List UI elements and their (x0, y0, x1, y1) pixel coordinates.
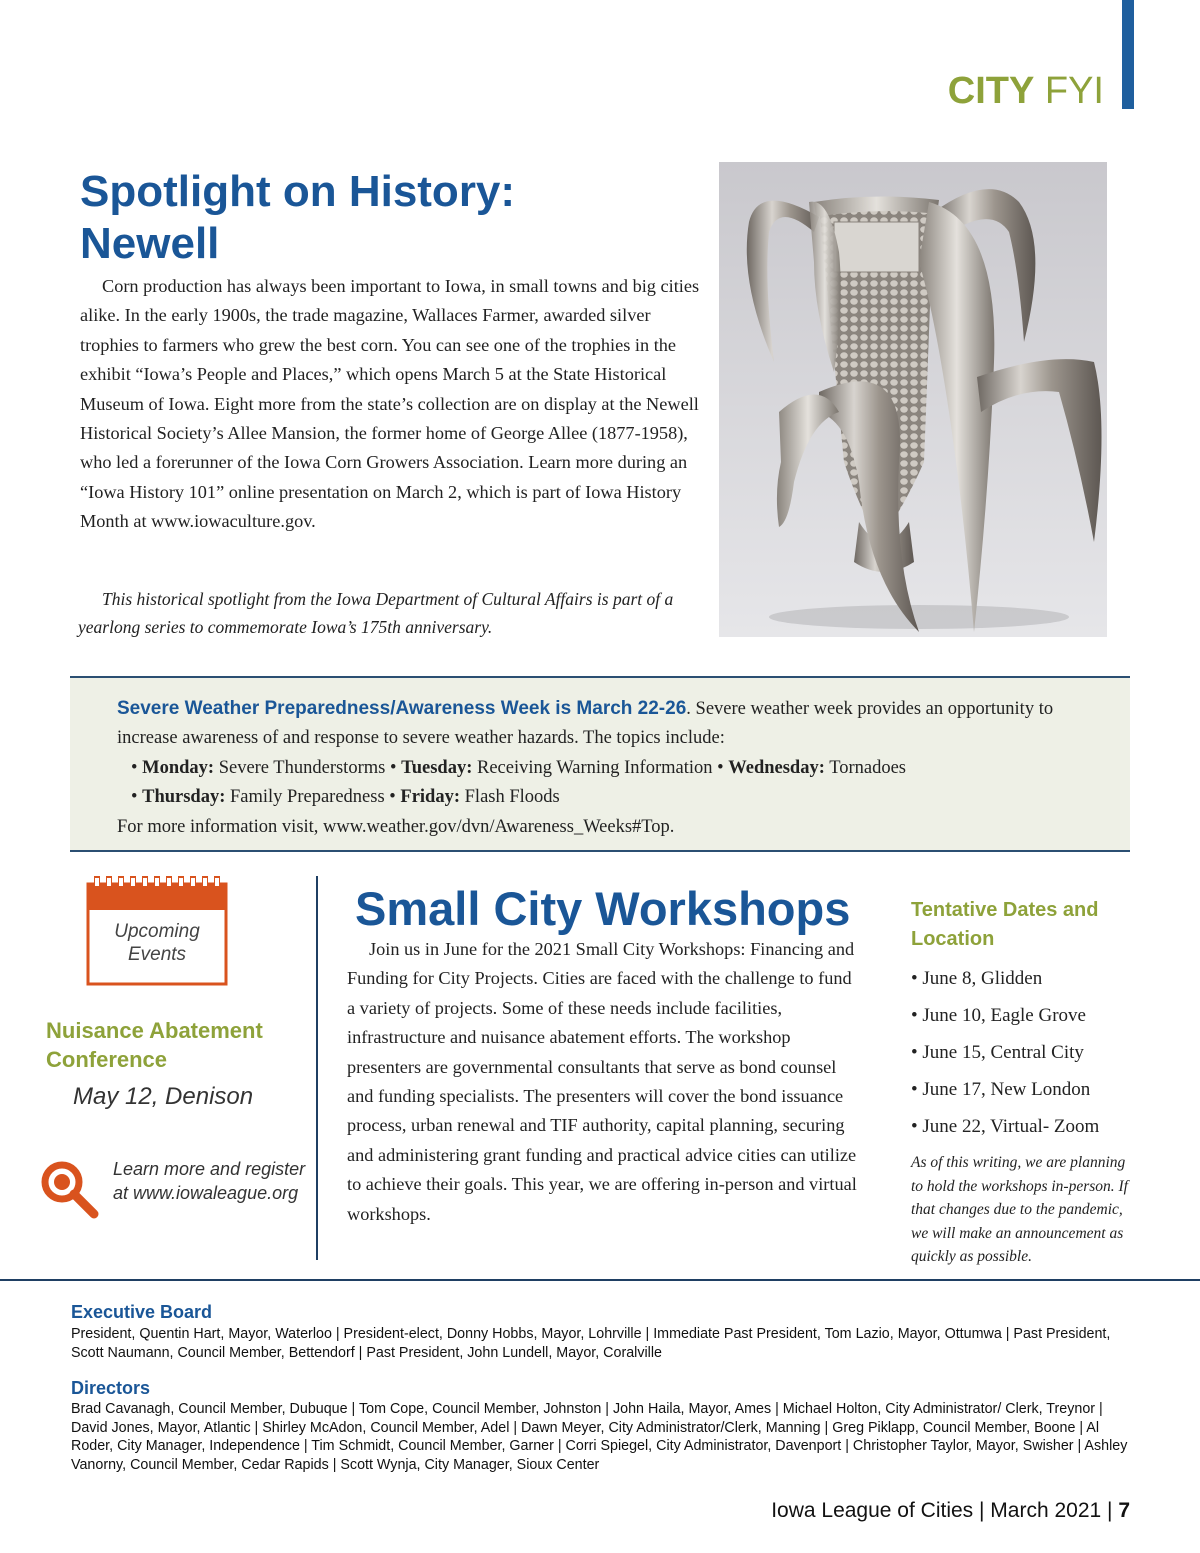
weather-topics-line-1: • Monday: Severe Thunderstorms • Tuesday: Receiving Warning Information • Wednesday: Tornadoes (131, 757, 906, 778)
topic-day: Thursday: (142, 787, 226, 808)
weather-more-info: For more information visit, www.weather.gov/dvn/Awareness_Weeks#Top. (117, 816, 675, 837)
weather-callout-text (117, 694, 1107, 842)
topic-day: Friday: (400, 787, 461, 808)
search-icon (38, 1160, 100, 1220)
exec-board-heading: Executive Board (71, 1302, 213, 1322)
spotlight-note-text: This historical spotlight from the Iowa Department of Cultural Affairs is part of a yearlong series to commemorate Iowa’s 175th anniversary. (78, 589, 674, 637)
spotlight-body (80, 272, 700, 537)
calendar-label-line: Upcoming (114, 921, 200, 942)
exec-board-text: President, Quentin Hart, Mayor, Waterloo | President-elect, Donny Hobbs, Mayor, Lohrville | Immediate Past President, Tom Lazio, Mayor, Ottumwa | Past President, Scott Naumann, Council Member, Bettendorf | Past President, John Lundell, Mayor, Coralville (71, 1326, 1111, 1361)
date-item: • June 22, Virtual- Zoom (911, 1116, 1100, 1137)
header-bold: CITY (947, 70, 1035, 112)
page-number: 7 (1118, 1499, 1130, 1522)
dates-list (911, 960, 1151, 1145)
workshops-body (347, 935, 859, 1229)
event-date: May 12, Denison (73, 1083, 254, 1110)
section-header (948, 70, 1104, 113)
date-item: • June 17, New London (911, 1079, 1091, 1100)
weather-intro-line (117, 694, 1107, 754)
header-accent-bar (1122, 0, 1134, 109)
spotlight-paragraph: Corn production has always been important to Iowa, in small towns and big cities alike. In the early 1900s, the trade magazine, Wallaces Farmer, awarded silver trophies to farmers who grew the best corn. You can see one of the trophies in the exhibit “Iowa’s People and Places,” which opens March 5 at the State Historical Museum of Iowa. Eight more from the state’s collection are on display at the Newell Historical Society’s Allee Mansion, the former home of George Allee (1877-1958), who led a forerunner of the Iowa Corn Growers Association. Learn more during an “Iowa History 101” online presentation on March 2, which is part of Iowa History Month at www.iowaculture.gov. (80, 276, 700, 532)
spotlight-title: Spotlight on History: Newell (80, 167, 516, 268)
date-item: • June 8, Glidden (911, 968, 1043, 989)
dates-note: As of this writing, we are planning to hold the workshops in-person. If that changes due to the pandemic, we will make an announcement as quickly as possible. (911, 1154, 1128, 1265)
date-item: • June 15, Central City (911, 1042, 1084, 1063)
date-item: • June 10, Eagle Grove (911, 1005, 1086, 1026)
calendar-label-line: Events (127, 944, 187, 965)
corn-trophy-photo (719, 162, 1107, 637)
weather-intro: . Severe weather week provides an opportunity to increase awareness of and response to severe weather hazards. The topics include: (117, 699, 1054, 749)
weather-topics-line-2: • Thursday: Family Preparedness • Friday: Flash Floods (131, 787, 560, 808)
topic-day: Monday: (142, 757, 215, 778)
header-light: FYI (1044, 70, 1104, 112)
topic-name: Flash Floods (464, 787, 560, 808)
footer-divider (0, 1279, 1200, 1281)
topic-name: Receiving Warning Information (476, 757, 713, 778)
publication-info: Iowa League of Cities | March 2021 | (771, 1499, 1119, 1522)
page-footer (771, 1499, 1130, 1523)
directors-heading: Directors (71, 1378, 151, 1398)
learn-more-link[interactable]: Learn more and register at www.iowaleague.org (113, 1159, 306, 1203)
topic-day: Tuesday: (401, 757, 473, 778)
topic-name: Severe Thunderstorms (218, 757, 386, 778)
column-divider (316, 876, 318, 1260)
event-title: Nuisance Abatement Conference (46, 1018, 263, 1072)
topic-name: Family Preparedness (230, 787, 385, 808)
dates-title: Tentative Dates and Location (911, 899, 1099, 950)
spotlight-note (78, 585, 700, 641)
directors-text: Brad Cavanagh, Council Member, Dubuque | Tom Cope, Council Member, Johnston | John Haila, Mayor, Ames | Michael Holton, City Administrator/ Clerk, Treynor | David Jones, Mayor, Atlantic | Shirley McAdon, Council Member, Adel | Dawn Meyer, City Administrator/Clerk, Manning | Greg Piklapp, Council Member, Boone | Al Roder, City Manager, Independence | Tim Schmidt, Council Member, Garner | Corri Spiegel, City Administrator, Davenport | Christopher Taylor, Mayor, Swisher | Ashley Vanorny, Council Member, Cedar Rapids | Scott Wynja, City Manager, Sioux Center (71, 1401, 1128, 1473)
workshops-paragraph: Join us in June for the 2021 Small City Workshops: Financing and Funding for City Projects. Cities are faced with the challenge to fund a variety of projects. Some of these needs include facilities, infrastructure and nuisance abatement efforts. The workshop presenters are governmental consultants that serve as bond counsel and funding specialists. The presenters will cover the bond issuance process, urban renewal and TIF authority, capital planning, securing and administering grant funding and practical advice cities can utilize to achieve their goals. This year, we are offering in-person and virtual workshops. (347, 939, 857, 1224)
calendar-label (88, 920, 226, 966)
topic-name: Tornadoes (829, 757, 906, 778)
workshops-title: Small City Workshops (355, 882, 851, 935)
weather-headline: Severe Weather Preparedness/Awareness Week is March 22-26 (117, 698, 687, 719)
topic-day: Wednesday: (728, 757, 825, 778)
